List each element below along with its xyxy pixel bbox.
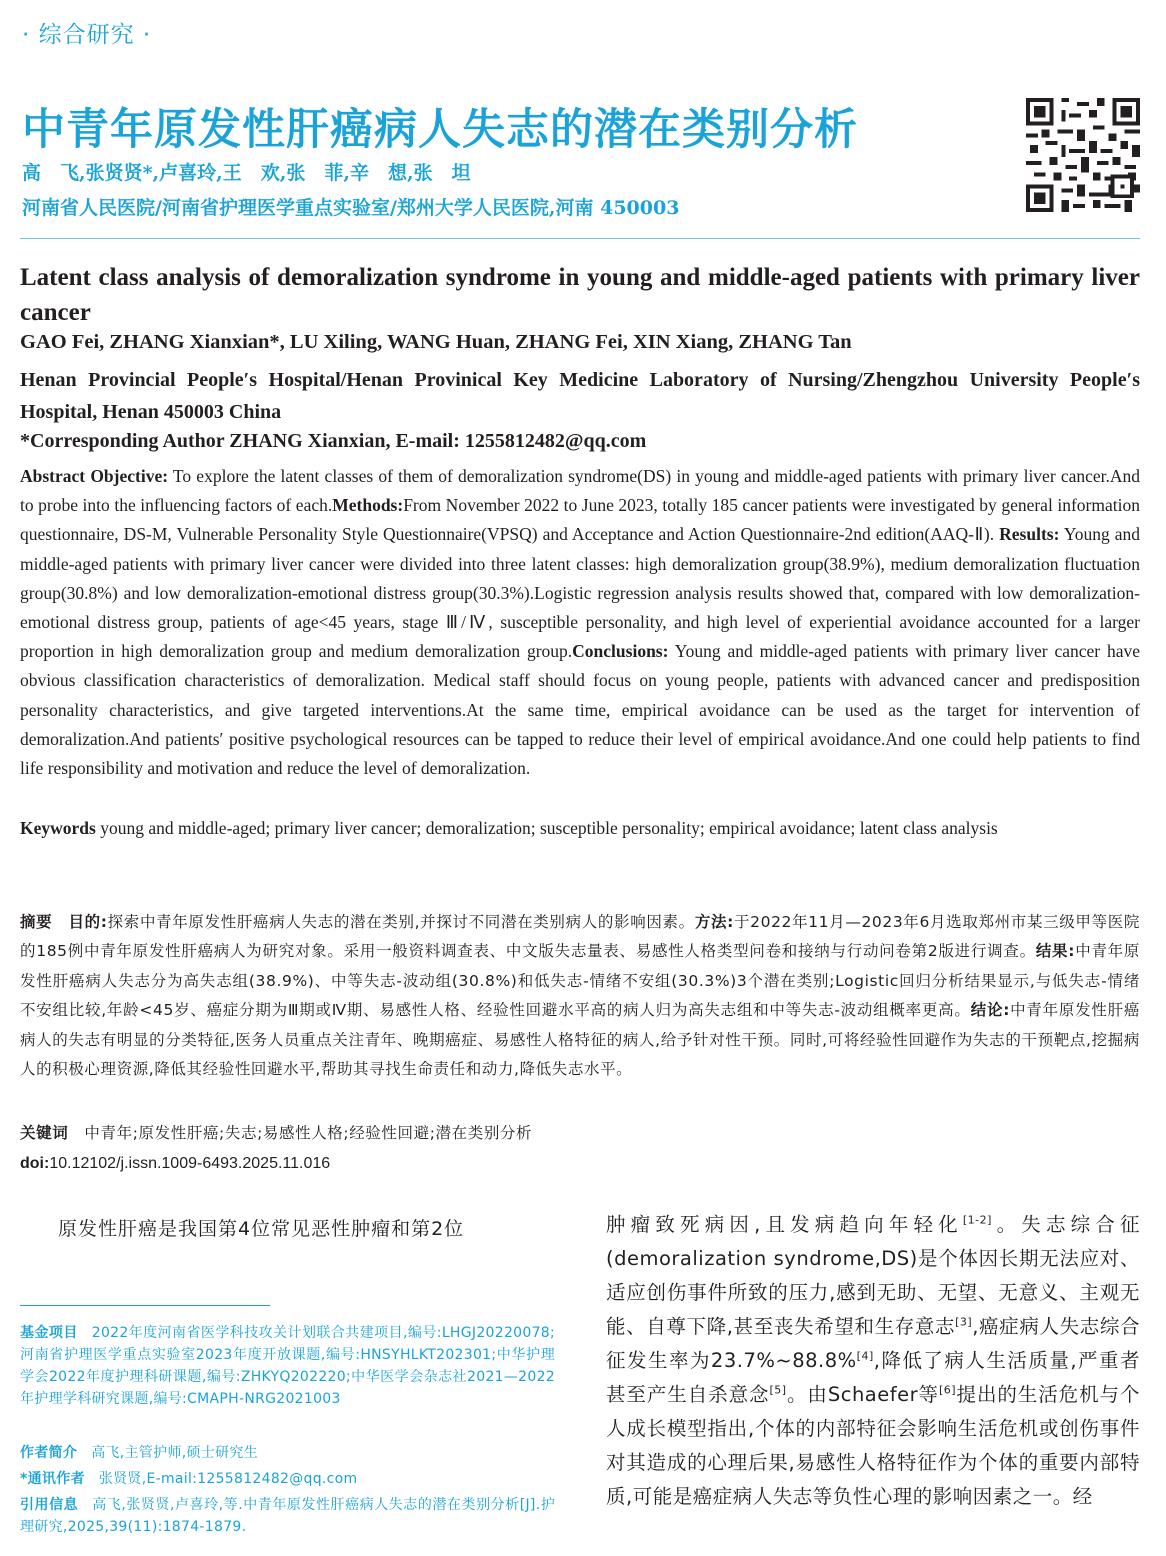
cite-text: 高飞,张贤贤,卢喜玲,等.中青年原发性肝癌病人失志的潜在类别分析[J].护理研究,2025,39(11):1874-1879. [20,1497,555,1535]
footnote-fund [20,1322,555,1410]
author-label: 作者简介 [20,1445,78,1461]
fund-text: 2022年度河南省医学科技攻关计划联合共建项目,编号:LHGJ20220078;河南省护理医学重点实验室2023年度开放课题,编号:HNSYHLKT202301;中华护理学会2022年度护理科研课题,编号:ZHKYQ202220;中华医学会杂志社2021—2022年护理学科研究课题,编号:CMAPH-NRG2021003 [20,1325,556,1407]
english-corresponding-author: *Corresponding Author ZHANG Xianxian, E-mail: 1255812482@qq.com [20,430,647,452]
cn-conclusions-label: 结论: [970,1001,1010,1020]
conclusions-text: Young and middle-aged patients with primary liver cancer have obvious classification characteristics of demoralization. Medical staff should focus on young people, patients with advanced cancer and predisposition personality characteristics, and give targeted interventions.At the same time, empirical avoidance can be used as the target for intervention of demoralization.And patients′ positive psychological resources can be tapped to reduce their level of empirical avoidance.And one could help patients to find life responsibility and motivation and reduce the level of demoralization. [20,641,1140,779]
body-text-1: 肿瘤致死病因,且发病趋向年轻化 [606,1213,963,1236]
body-text-3: ,癌症病人失志综合征发生率为23.7%~88.8% [606,1315,1140,1372]
keywords-text: young and middle-aged; primary liver cancer; demoralization; susceptible personality; empirical avoidance; latent class analysis [100,818,998,838]
conclusions-label: Conclusions: [572,641,669,662]
footnote-author [20,1442,555,1464]
methods-text: From November 2022 to June 2023, totally 185 cancer patients were investigated by general information questionnaire, DS-M, Vulnerable Personality Style Questionnaire(VPSQ) and Acceptance and Action Questionnaire-2nd edition(AAQ-Ⅱ). [20,495,1140,545]
chinese-title: 中青年原发性肝癌病人失志的潜在类别分析 [22,105,858,155]
objective-label: Objective: [90,466,169,486]
objective-text: To explore the latent classes of them of demoralization syndrome(DS) in young and middle-aged patients with primary liver cancer.And to probe into the influencing factors of each. [20,466,1141,516]
reference-2: [3] [955,1315,973,1329]
chinese-keywords [20,1121,532,1143]
chinese-affiliation: 河南省人民医院/河南省护理医学重点实验室/郑州大学人民医院,河南 450003 [22,197,680,219]
corr-label: *通讯作者 [20,1471,85,1487]
cn-keywords-text: 中青年;原发性肝癌;失志;易感性人格;经验性回避;潜在类别分析 [84,1124,533,1142]
english-authors: GAO Fei, ZHANG Xianxian*, LU Xiling, WANG Huan, ZHANG Fei, XIN Xiang, ZHANG Tan [20,331,852,353]
author-text: 高飞,主管护师,硕士研究生 [91,1445,259,1461]
header-divider [20,238,1140,239]
doi-label: doi: [20,1155,50,1172]
reference-5: [6] [939,1383,957,1397]
english-affiliation: Henan Provincial People′s Hospital/Henan Provinical Key Medicine Laboratory of Nursing/Zhengzhou University People′s Hospital, Henan 450003 China [20,369,1140,423]
methods-label: Methods: [332,495,404,516]
body-text-4: ,降低了病人生活质量,严重者甚至产生自杀意念 [606,1349,1140,1406]
cn-keywords-label: 关键词 [20,1124,69,1142]
cite-label: 引用信息 [20,1497,79,1513]
english-title: Latent class analysis of demoralization syndrome in young and middle-aged patients with primary liver cancer [20,264,1140,326]
footnote-divider [20,1305,270,1306]
corr-text: 张贤贤,E-mail:1255812482@qq.com [98,1471,358,1487]
reference-3: [4] [856,1349,874,1363]
cn-abstract-label: 摘要 [20,913,53,931]
footnote-corresponding [20,1468,555,1490]
cn-objective-text: 探索中青年原发性肝癌病人失志的潜在类别,并探讨不同潜在类别病人的影响因素。 [107,913,695,931]
cn-conclusions-text: 中青年原发性肝癌病人的失志有明显的分类特征,医务人员重点关注青年、晚期癌症、易感性人格特征的病人,给予针对性干预。同时,可将经验性回避作为失志的干预靶点,挖掘病人的积极心理资源,降低其经验性回避水平,帮助其寻找生命责任和动力,降低失志水平。 [20,1001,1141,1079]
cn-results-label: 结果: [1035,942,1076,961]
doi [20,1155,330,1173]
cn-results-text: 中青年原发性肝癌病人失志分为高失志组(38.9%)、中等失志-波动组(30.8%)和低失志-情绪不安组(30.3%)3个潜在类别;Logistic回归分析结果显示,与低失志-情绪不安组比较,年龄<45岁、癌症分期为Ⅲ期或Ⅳ期、易感性人格、经验性回避水平高的病人归为高失志组和中等失志-波动组概率更高。 [20,942,1141,1020]
body-left-paragraph: 原发性肝癌是我国第4位常见恶性肿瘤和第2位 [58,1218,465,1240]
cn-methods-text: 于2022年11月—2023年6月选取郑州市某三级甲等医院的185例中青年原发性肝癌病人为研究对象。采用一般资料调查表、中文版失志量表、易感性人格类型问卷和接纳与行动问卷第2版进行调查。 [20,913,1140,961]
cn-methods-label: 方法: [694,913,734,931]
abstract-label: Abstract [20,466,86,486]
body-text-6: 提出的生活危机与个人成长模型指出,个体的内部特征会影响生活危机或创伤事件对其造成的心理后果,易感性人格特征作为个体的重要内部特质,可能是癌症病人失志等负性心理的影响因素之一。经 [606,1383,1140,1508]
english-keywords [20,814,1140,843]
chinese-authors: 高 飞,张贤贤*,卢喜玲,王 欢,张 菲,辛 想,张 坦 [22,162,471,184]
english-abstract [20,462,1140,783]
results-text: Young and middle-aged patients with primary liver cancer were divided into three latent classes: high demoralization group(38.9%), medium demoralization fluctuation group(30.8%) and low demoralization-emotional distress group(30.3%).Logistic regression analysis results showed that, compared with low demoralization-emotional distress group, patients of age<45 years, stage Ⅲ/Ⅳ, susceptible personality, and high level of experiential avoidance accounted for a larger proportion in high demoralization group and medium demoralization group. [20,524,1140,662]
cn-objective-label: 目的: [68,913,108,931]
reference-4: [5] [769,1383,787,1397]
fund-label: 基金项目 [20,1325,78,1341]
body-right-paragraph [606,1208,1140,1514]
results-label: Results: [999,524,1060,545]
keywords-label: Keywords [20,818,96,838]
reference-1: [1-2] [962,1213,992,1227]
qr-code-icon [1026,98,1140,212]
footnote-citation [20,1494,555,1538]
body-text-5: 。由Schaefer等 [786,1383,939,1406]
doi-value: 10.12102/j.issn.1009-6493.2025.11.016 [49,1155,331,1172]
body-text-2: 。失志综合征(demoralization syndrome,DS)是个体因长期无法应对、适应创伤事件所致的压力,感到无助、无望、无意义、主观无能、自尊下降,甚至丧失希望和生存意志 [606,1213,1140,1338]
section-tag: · 综合研究 · [22,22,152,48]
chinese-abstract [20,908,1140,1084]
